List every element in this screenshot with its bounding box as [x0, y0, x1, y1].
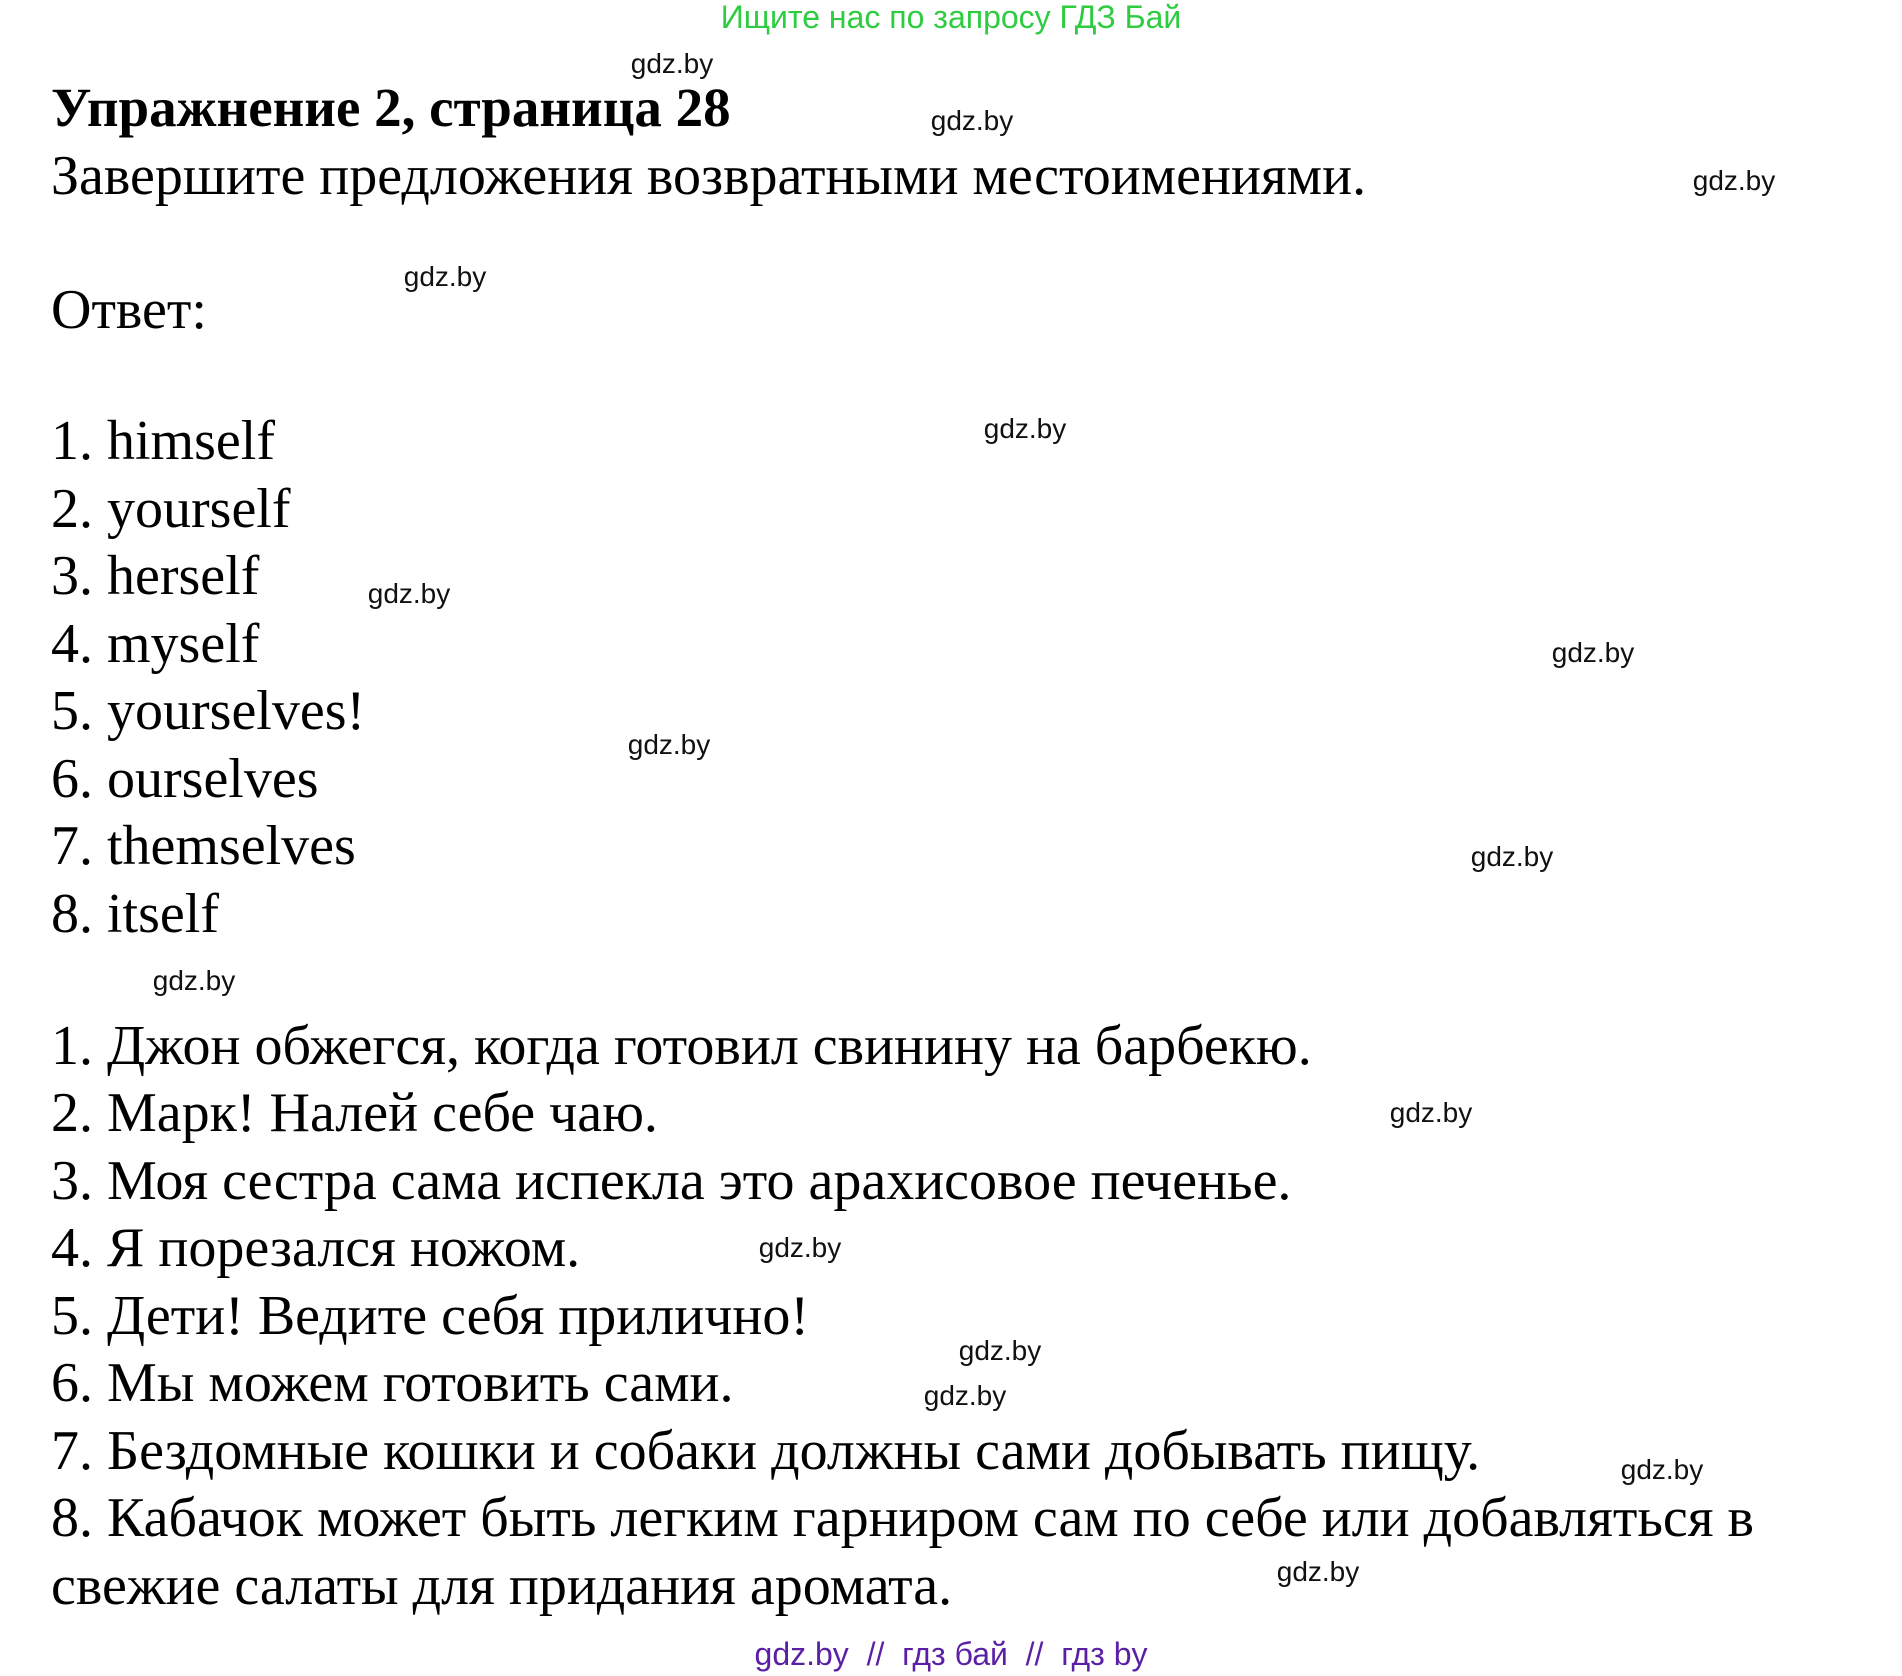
watermark: gdz.by — [627, 729, 711, 760]
watermark: gdz.by — [403, 261, 487, 292]
answer-item: 1. himself — [51, 410, 275, 472]
watermark: gdz.by — [1551, 637, 1635, 668]
footer-watermark: gdz.by // гдз бай // гдз by — [754, 1636, 1148, 1672]
translation-item: 8. Кабачок может быть легким гарниром сам по себе или добавляться в — [51, 1487, 1754, 1549]
translation-item: 3. Моя сестра сама испекла это арахисовое печенье. — [51, 1150, 1292, 1212]
watermark: gdz.by — [630, 48, 714, 79]
page-title: Упражнение 2, страница 28 — [51, 77, 731, 138]
answer-item: 2. yourself — [51, 478, 291, 540]
task-text: Завершите предложения возвратными местоимениями. — [51, 145, 1367, 207]
answer-item: 6. ourselves — [51, 748, 319, 810]
answer-item: 8. itself — [51, 883, 219, 945]
watermark: gdz.by — [1620, 1454, 1704, 1485]
watermark: gdz.by — [983, 413, 1067, 444]
watermark: gdz.by — [1692, 165, 1776, 196]
watermark: gdz.by — [923, 1380, 1007, 1411]
watermark: gdz.by — [1470, 841, 1554, 872]
watermark: gdz.by — [152, 965, 236, 996]
translation-item: 2. Марк! Налей себе чаю. — [51, 1082, 658, 1144]
answer-item: 7. themselves — [51, 815, 356, 877]
watermark: gdz.by — [930, 105, 1014, 136]
watermark: gdz.by — [1276, 1556, 1360, 1587]
watermark: gdz.by — [367, 578, 451, 609]
translation-item: 5. Дети! Ведите себя прилично! — [51, 1285, 809, 1347]
answer-label: Ответ: — [51, 279, 207, 341]
answer-item: 5. yourselves! — [51, 680, 366, 742]
translation-item: 7. Бездомные кошки и собаки должны сами добывать пищу. — [51, 1420, 1481, 1482]
watermark: gdz.by — [958, 1335, 1042, 1366]
promo-banner: Ищите нас по запросу ГДЗ Бай — [720, 0, 1182, 35]
translation-item: 6. Мы можем готовить сами. — [51, 1352, 734, 1414]
watermark: gdz.by — [1389, 1097, 1473, 1128]
translation-item: 1. Джон обжегся, когда готовил свинину на барбекю. — [51, 1015, 1312, 1077]
answer-item: 4. myself — [51, 613, 260, 675]
translation-item: 4. Я порезался ножом. — [51, 1217, 581, 1279]
watermark: gdz.by — [758, 1232, 842, 1263]
translation-item-continued: свежие салаты для придания аромата. — [51, 1555, 953, 1617]
answer-item: 3. herself — [51, 545, 260, 607]
